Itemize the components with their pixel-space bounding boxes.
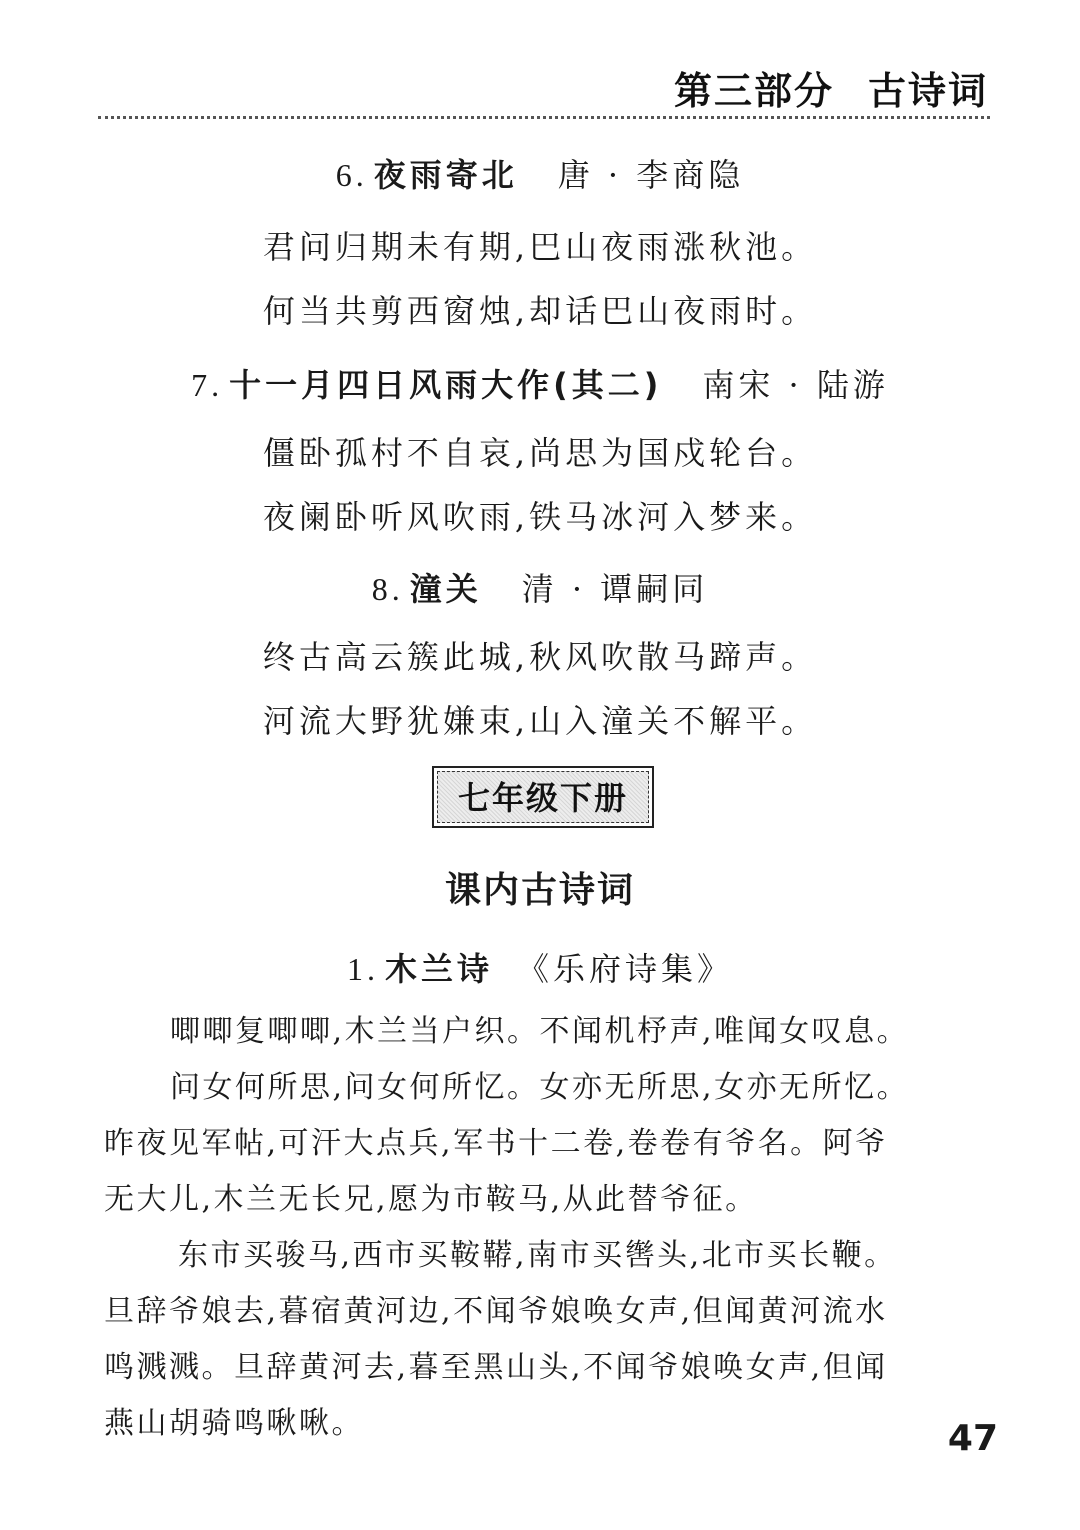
poem-line: 夜阑卧听风吹雨,铁马冰河入梦来。 [262, 498, 818, 536]
prose-line: 燕山胡骑鸣啾啾。 [104, 1406, 364, 1441]
prose-line: 鸣溅溅。旦辞黄河去,暮至黑山头,不闻爷娘唤女声,但闻 [104, 1350, 888, 1385]
poem-author: 南宋 · 陆游 [702, 366, 889, 404]
prose-line: 唧唧复唧唧,木兰当户织。不闻机杼声,唯闻女叹息。 [170, 1014, 910, 1049]
poem-line: 终古高云簇此城,秋风吹散马蹄声。 [262, 638, 818, 676]
prose-line: 昨夜见军帖,可汗大点兵,军书十二卷,卷卷有爷名。阿爷 [104, 1126, 888, 1161]
page-number: 47 [947, 1418, 998, 1459]
prose-line: 旦辞爷娘去,暮宿黄河边,不闻爷娘唤女声,但闻黄河流水 [104, 1294, 888, 1329]
poem-line: 河流大野犹嫌束,山入潼关不解平。 [262, 702, 818, 740]
poem-heading-7 [0, 360, 1080, 406]
poem-author: 清 · 谭嗣同 [521, 570, 709, 608]
header-divider [98, 116, 990, 119]
poem-number: 8. [371, 571, 404, 607]
grade-section-label: 七年级下册 [437, 771, 649, 823]
poem-title: 潼关 [409, 570, 482, 608]
poem-number: 1. [346, 951, 379, 987]
prose-line: 问女何所思,问女何所忆。女亦无所思,女亦无所忆。 [170, 1070, 910, 1105]
prose-line: 东市买骏马,西市买鞍鞯,南市买辔头,北市买长鞭。 [178, 1238, 897, 1273]
running-header [674, 60, 988, 115]
poem-title: 十一月四日风雨大作(其二) [229, 366, 663, 404]
poem-line: 君问归期未有期,巴山夜雨涨秋池。 [262, 228, 818, 266]
poem-source: 《乐府诗集》 [517, 950, 734, 988]
poem-line: 何当共剪西窗烛,却话巴山夜雨时。 [262, 292, 818, 330]
poem-title: 木兰诗 [384, 950, 493, 988]
poem-author: 唐 · 李商隐 [557, 156, 745, 194]
poem-heading-6 [0, 150, 1080, 196]
header-section: 古诗词 [867, 69, 988, 113]
poem-heading-mulan [0, 944, 1080, 990]
poem-number: 7. [191, 367, 224, 403]
poem-number: 6. [335, 157, 368, 193]
poem-body [104, 1004, 994, 1452]
poem-heading-8 [0, 564, 1080, 610]
poem-line: 僵卧孤村不自哀,尚思为国戍轮台。 [262, 434, 818, 472]
poem-title: 夜雨寄北 [373, 156, 518, 194]
header-part: 第三部分 [673, 69, 834, 113]
grade-section-box [432, 766, 654, 828]
section-subheading: 课内古诗词 [444, 870, 635, 911]
prose-line: 无大儿,木兰无长兄,愿为市鞍马,从此替爷征。 [104, 1182, 758, 1217]
